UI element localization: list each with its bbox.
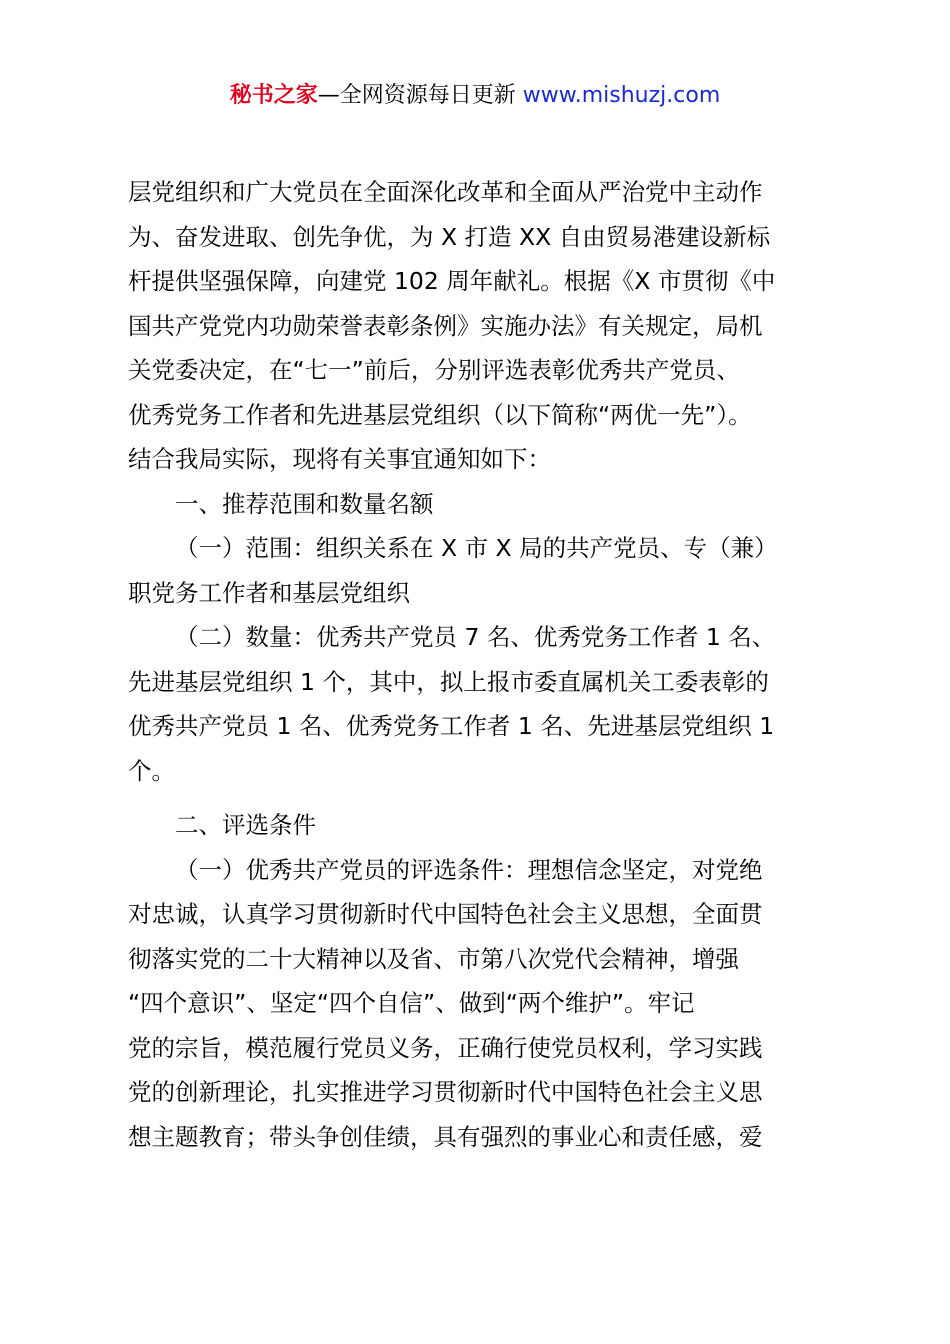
body-line: （二）数量：优秀共产党员 7 名、优秀党务工作者 1 名、 <box>175 623 776 651</box>
site-header <box>0 80 950 112</box>
body-line: 关党委决定，在“七一”前后，分别评选表彰优秀共产党员、 <box>128 356 740 384</box>
body-line: 个。 <box>128 756 175 785</box>
body-line: 先进基层党组织 1 个，其中，拟上报市委直属机关工委表彰的 <box>128 667 769 696</box>
body-line: 职党务工作者和基层党组织 <box>128 578 410 607</box>
body-line: 党的创新理论，扎实推进学习贯彻新时代中国特色社会主义思 <box>128 1078 763 1106</box>
section-gap <box>128 793 848 803</box>
body-line: （一）优秀共产党员的评选条件：理想信念坚定，对党绝 <box>175 855 763 884</box>
body-line: 结合我局实际，现将有关事宜通知如下： <box>128 445 551 473</box>
section-heading: 一、推荐范围和数量名额 <box>175 489 434 518</box>
body-line: 国共产党党内功勋荣誉表彰条例》实施办法》有关规定，局机 <box>128 311 763 340</box>
body-line: 彻落实党的二十大精神以及省、市第八次党代会精神，增强 <box>128 944 739 973</box>
document-body <box>128 170 848 1159</box>
body-line: 党的宗旨，模范履行党员义务，正确行使党员权利，学习实践 <box>128 1033 763 1062</box>
body-line: 层党组织和广大党员在全面深化改革和全面从严治党中主动作 <box>128 178 763 206</box>
site-url-link[interactable]: www.mishuzj.com <box>522 83 721 108</box>
brand-name: 秘书之家 <box>229 83 318 108</box>
body-line: 杆提供坚强保障，向建党 102 周年献礼。根据《X 市贯彻《中 <box>128 267 776 295</box>
section-heading: 二、评选条件 <box>175 811 316 839</box>
body-line: 想主题教育；带头争创佳绩，具有强烈的事业心和责任感，爱 <box>128 1122 763 1151</box>
body-line: 对忠诚，认真学习贯彻新时代中国特色社会主义思想，全面贯 <box>128 900 763 928</box>
body-line: 优秀党务工作者和先进基层党组织（以下简称“两优一先”）。 <box>128 400 752 429</box>
body-line: 为、奋发进取、创先争优，为 X 打造 XX 自由贸易港建设新标 <box>128 222 771 251</box>
body-line: “四个意识”、坚定“四个自信”、做到“两个维护”。牢记 <box>128 989 695 1017</box>
body-line: 优秀共产党员 1 名、优秀党务工作者 1 名、先进基层党组织 1 <box>128 712 775 740</box>
body-line: （一）范围：组织关系在 X 市 X 局的共产党员、专（兼） <box>175 534 778 562</box>
header-tagline: —全网资源每日更新 <box>317 83 523 108</box>
